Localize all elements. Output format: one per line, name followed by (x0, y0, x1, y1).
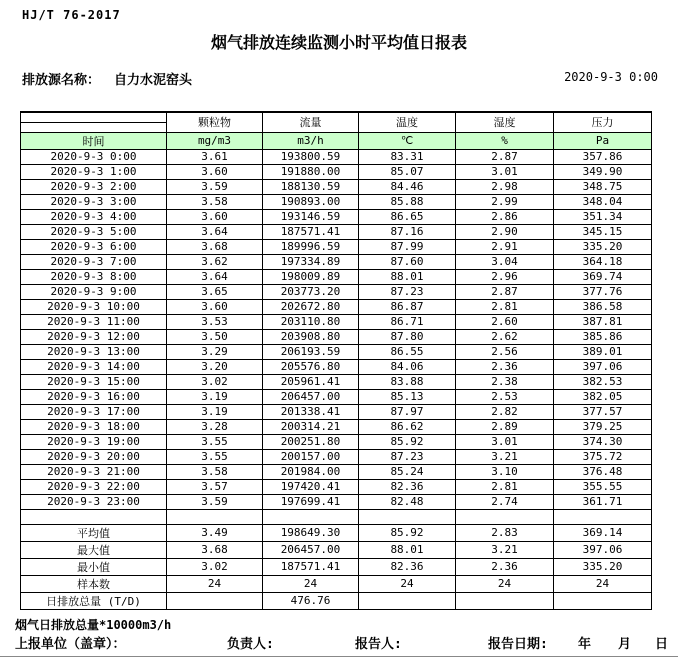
time-header-split-top (21, 112, 167, 122)
time-cell: 2020-9-3 14:00 (21, 359, 167, 374)
value-cell: 86.71 (359, 314, 456, 329)
value-cell: 2.91 (456, 239, 554, 254)
value-cell: 348.75 (554, 179, 652, 194)
spacer-cell (359, 509, 456, 524)
summary-value-cell (456, 592, 554, 609)
value-cell: 3.19 (167, 404, 263, 419)
time-cell: 2020-9-3 20:00 (21, 449, 167, 464)
table-row (21, 164, 652, 179)
summary-value-cell: 2.83 (456, 524, 554, 541)
daily-total-note: 烟气日排放总量*10000m3/h (15, 618, 172, 632)
value-cell: 382.53 (554, 374, 652, 389)
data-rows (21, 149, 652, 509)
value-cell: 205576.80 (263, 359, 359, 374)
time-cell: 2020-9-3 12:00 (21, 329, 167, 344)
value-cell: 377.57 (554, 404, 652, 419)
value-cell: 3.61 (167, 149, 263, 164)
month-label: 月 (618, 637, 632, 652)
value-cell: 2.62 (456, 329, 554, 344)
value-cell: 201338.41 (263, 404, 359, 419)
value-cell: 87.97 (359, 404, 456, 419)
summary-label: 最大值 (21, 541, 167, 558)
value-cell: 3.60 (167, 299, 263, 314)
value-cell: 188130.59 (263, 179, 359, 194)
responsible-person-label: 负责人: (227, 637, 274, 652)
summary-row (21, 541, 652, 558)
value-cell: 2.90 (456, 224, 554, 239)
col-header-pressure: 压力 (554, 112, 652, 132)
value-cell: 84.46 (359, 179, 456, 194)
value-cell: 345.15 (554, 224, 652, 239)
value-cell: 3.64 (167, 224, 263, 239)
time-cell: 2020-9-3 13:00 (21, 344, 167, 359)
value-cell: 2.74 (456, 494, 554, 509)
summary-value-cell: 206457.00 (263, 541, 359, 558)
value-cell: 375.72 (554, 449, 652, 464)
value-cell: 3.68 (167, 239, 263, 254)
summary-value-cell: 2.36 (456, 558, 554, 575)
table-row (21, 194, 652, 209)
spacer-body (21, 509, 652, 524)
value-cell: 351.34 (554, 209, 652, 224)
time-cell: 2020-9-3 2:00 (21, 179, 167, 194)
time-cell: 2020-9-3 18:00 (21, 419, 167, 434)
time-cell: 2020-9-3 3:00 (21, 194, 167, 209)
value-cell: 349.90 (554, 164, 652, 179)
table-row (21, 149, 652, 164)
value-cell: 88.01 (359, 269, 456, 284)
value-cell: 2.82 (456, 404, 554, 419)
value-cell: 87.23 (359, 284, 456, 299)
summary-label: 样本数 (21, 575, 167, 592)
summary-label: 平均值 (21, 524, 167, 541)
table-row (21, 374, 652, 389)
value-cell: 389.01 (554, 344, 652, 359)
table-row (21, 464, 652, 479)
value-cell: 3.57 (167, 479, 263, 494)
spacer-cell (263, 509, 359, 524)
pollutant-header-row (21, 112, 652, 122)
value-cell: 2.87 (456, 284, 554, 299)
emission-source-label: 排放源名称： (22, 73, 101, 88)
value-cell: 85.88 (359, 194, 456, 209)
table-row (21, 254, 652, 269)
col-header-particulate: 颗粒物 (167, 112, 263, 132)
time-cell: 2020-9-3 5:00 (21, 224, 167, 239)
time-cell: 2020-9-3 0:00 (21, 149, 167, 164)
value-cell: 86.55 (359, 344, 456, 359)
summary-value-cell: 24 (554, 575, 652, 592)
summary-label: 日排放总量 (T/D) (21, 592, 167, 609)
spacer-cell (167, 509, 263, 524)
summary-row (21, 592, 652, 609)
value-cell: 3.01 (456, 164, 554, 179)
value-cell: 203773.20 (263, 284, 359, 299)
value-cell: 82.48 (359, 494, 456, 509)
value-cell: 379.25 (554, 419, 652, 434)
summary-value-cell: 82.36 (359, 558, 456, 575)
value-cell: 387.81 (554, 314, 652, 329)
col-header-temperature: 温度 (359, 112, 456, 132)
value-cell: 364.18 (554, 254, 652, 269)
time-cell: 2020-9-3 16:00 (21, 389, 167, 404)
table-row (21, 434, 652, 449)
table-row (21, 224, 652, 239)
table-row (21, 419, 652, 434)
value-cell: 3.53 (167, 314, 263, 329)
col-header-flow: 流量 (263, 112, 359, 132)
unit-header-row (21, 132, 652, 149)
time-cell: 2020-9-3 17:00 (21, 404, 167, 419)
time-header-split-bottom (21, 122, 167, 132)
unit-particulate: mg/m3 (167, 132, 263, 149)
value-cell: 85.13 (359, 389, 456, 404)
value-cell: 382.05 (554, 389, 652, 404)
value-cell: 2.36 (456, 359, 554, 374)
value-cell: 202672.80 (263, 299, 359, 314)
value-cell: 3.28 (167, 419, 263, 434)
value-cell: 369.74 (554, 269, 652, 284)
value-cell: 2.89 (456, 419, 554, 434)
summary-value-cell: 85.92 (359, 524, 456, 541)
value-cell: 3.10 (456, 464, 554, 479)
summary-value-cell (359, 592, 456, 609)
summary-value-cell: 335.20 (554, 558, 652, 575)
summary-value-cell: 3.02 (167, 558, 263, 575)
value-cell: 197420.41 (263, 479, 359, 494)
value-cell: 87.23 (359, 449, 456, 464)
time-cell: 2020-9-3 9:00 (21, 284, 167, 299)
time-cell: 2020-9-3 11:00 (21, 314, 167, 329)
summary-value-cell: 369.14 (554, 524, 652, 541)
value-cell: 86.62 (359, 419, 456, 434)
table-row (21, 344, 652, 359)
value-cell: 205961.41 (263, 374, 359, 389)
value-cell: 83.88 (359, 374, 456, 389)
spacer-cell (456, 509, 554, 524)
summary-value-cell: 3.21 (456, 541, 554, 558)
value-cell: 386.58 (554, 299, 652, 314)
value-cell: 85.92 (359, 434, 456, 449)
page-bottom-rule (0, 656, 678, 657)
value-cell: 200251.80 (263, 434, 359, 449)
value-cell: 193146.59 (263, 209, 359, 224)
value-cell: 348.04 (554, 194, 652, 209)
summary-value-cell: 3.49 (167, 524, 263, 541)
time-cell: 2020-9-3 21:00 (21, 464, 167, 479)
table-row (21, 299, 652, 314)
summary-value-cell: 187571.41 (263, 558, 359, 575)
value-cell: 374.30 (554, 434, 652, 449)
value-cell: 3.50 (167, 329, 263, 344)
value-cell: 361.71 (554, 494, 652, 509)
summary-value-cell: 88.01 (359, 541, 456, 558)
value-cell: 187571.41 (263, 224, 359, 239)
time-cell: 2020-9-3 4:00 (21, 209, 167, 224)
value-cell: 376.48 (554, 464, 652, 479)
time-cell: 2020-9-3 19:00 (21, 434, 167, 449)
value-cell: 87.99 (359, 239, 456, 254)
time-cell: 2020-9-3 10:00 (21, 299, 167, 314)
value-cell: 2.98 (456, 179, 554, 194)
value-cell: 3.55 (167, 449, 263, 464)
table-row (21, 314, 652, 329)
value-cell: 2.86 (456, 209, 554, 224)
year-label: 年 (578, 637, 592, 652)
value-cell: 3.20 (167, 359, 263, 374)
table-row (21, 449, 652, 464)
summary-label: 最小值 (21, 558, 167, 575)
value-cell: 2.96 (456, 269, 554, 284)
value-cell: 3.19 (167, 389, 263, 404)
value-cell: 3.58 (167, 464, 263, 479)
unit-pressure: Pa (554, 132, 652, 149)
table-row (21, 494, 652, 509)
value-cell: 87.60 (359, 254, 456, 269)
table-row (21, 284, 652, 299)
value-cell: 3.64 (167, 269, 263, 284)
summary-value-cell: 3.68 (167, 541, 263, 558)
value-cell: 2.81 (456, 299, 554, 314)
value-cell: 200314.21 (263, 419, 359, 434)
value-cell: 86.65 (359, 209, 456, 224)
signature-line (0, 633, 678, 652)
value-cell: 87.16 (359, 224, 456, 239)
value-cell: 85.07 (359, 164, 456, 179)
summary-value-cell: 24 (359, 575, 456, 592)
value-cell: 200157.00 (263, 449, 359, 464)
unit-flow: m3/h (263, 132, 359, 149)
value-cell: 203908.80 (263, 329, 359, 344)
report-date-label: 报告日期: (488, 637, 548, 652)
monitoring-table (20, 111, 652, 610)
summary-value-cell: 24 (456, 575, 554, 592)
page-title: 烟气排放连续监测小时平均值日报表 (210, 33, 467, 52)
time-cell: 2020-9-3 15:00 (21, 374, 167, 389)
summary-row (21, 558, 652, 575)
value-cell: 83.31 (359, 149, 456, 164)
value-cell: 85.24 (359, 464, 456, 479)
time-cell: 2020-9-3 6:00 (21, 239, 167, 254)
value-cell: 3.55 (167, 434, 263, 449)
summary-value-cell: 24 (167, 575, 263, 592)
value-cell: 191880.00 (263, 164, 359, 179)
value-cell: 3.59 (167, 179, 263, 194)
summary-value-cell: 24 (263, 575, 359, 592)
col-header-humidity: 湿度 (456, 112, 554, 132)
day-label: 日 (655, 637, 669, 652)
table-row (21, 389, 652, 404)
value-cell: 201984.00 (263, 464, 359, 479)
value-cell: 335.20 (554, 239, 652, 254)
time-header: 时间 (21, 132, 167, 149)
value-cell: 197699.41 (263, 494, 359, 509)
table-row (21, 179, 652, 194)
emission-source-line (22, 69, 192, 88)
value-cell: 3.59 (167, 494, 263, 509)
time-cell: 2020-9-3 23:00 (21, 494, 167, 509)
value-cell: 3.58 (167, 194, 263, 209)
spacer-cell (554, 509, 652, 524)
value-cell: 189996.59 (263, 239, 359, 254)
value-cell: 82.36 (359, 479, 456, 494)
table-row (21, 479, 652, 494)
table-row (21, 209, 652, 224)
time-cell: 2020-9-3 22:00 (21, 479, 167, 494)
value-cell: 86.87 (359, 299, 456, 314)
summary-value-cell (167, 592, 263, 609)
value-cell: 2.53 (456, 389, 554, 404)
summary-row (21, 524, 652, 541)
summary-row (21, 575, 652, 592)
table-row (21, 404, 652, 419)
spacer-row (21, 509, 652, 524)
value-cell: 385.86 (554, 329, 652, 344)
unit-humidity: % (456, 132, 554, 149)
value-cell: 355.55 (554, 479, 652, 494)
value-cell: 203110.80 (263, 314, 359, 329)
value-cell: 198009.89 (263, 269, 359, 284)
table-row (21, 239, 652, 254)
value-cell: 193800.59 (263, 149, 359, 164)
value-cell: 377.76 (554, 284, 652, 299)
value-cell: 3.04 (456, 254, 554, 269)
value-cell: 3.65 (167, 284, 263, 299)
value-cell: 2.60 (456, 314, 554, 329)
value-cell: 87.80 (359, 329, 456, 344)
summary-value-cell: 397.06 (554, 541, 652, 558)
value-cell: 2.56 (456, 344, 554, 359)
value-cell: 190893.00 (263, 194, 359, 209)
value-cell: 84.06 (359, 359, 456, 374)
value-cell: 3.29 (167, 344, 263, 359)
emission-source-name: 自力水泥窑头 (114, 73, 193, 88)
summary-value-cell (554, 592, 652, 609)
summary-rows (21, 524, 652, 609)
value-cell: 197334.89 (263, 254, 359, 269)
value-cell: 3.60 (167, 164, 263, 179)
time-cell: 2020-9-3 7:00 (21, 254, 167, 269)
unit-temperature: ℃ (359, 132, 456, 149)
table-row (21, 269, 652, 284)
summary-value-cell: 198649.30 (263, 524, 359, 541)
value-cell: 3.62 (167, 254, 263, 269)
value-cell: 2.38 (456, 374, 554, 389)
value-cell: 2.99 (456, 194, 554, 209)
report-unit-label: 上报单位（盖章）： (15, 637, 126, 652)
table-row (21, 359, 652, 374)
value-cell: 3.02 (167, 374, 263, 389)
value-cell: 3.60 (167, 209, 263, 224)
value-cell: 2.87 (456, 149, 554, 164)
spacer-cell (21, 509, 167, 524)
standard-number: HJ/T 76-2017 (22, 8, 121, 22)
time-cell: 2020-9-3 8:00 (21, 269, 167, 284)
table-row (21, 329, 652, 344)
value-cell: 397.06 (554, 359, 652, 374)
value-cell: 206193.59 (263, 344, 359, 359)
report-datetime: 2020-9-3 0:00 (564, 70, 658, 84)
value-cell: 2.81 (456, 479, 554, 494)
time-cell: 2020-9-3 1:00 (21, 164, 167, 179)
summary-value-cell: 476.76 (263, 592, 359, 609)
value-cell: 3.01 (456, 434, 554, 449)
value-cell: 357.86 (554, 149, 652, 164)
value-cell: 3.21 (456, 449, 554, 464)
value-cell: 206457.00 (263, 389, 359, 404)
reporter-label: 报告人: (355, 637, 402, 652)
